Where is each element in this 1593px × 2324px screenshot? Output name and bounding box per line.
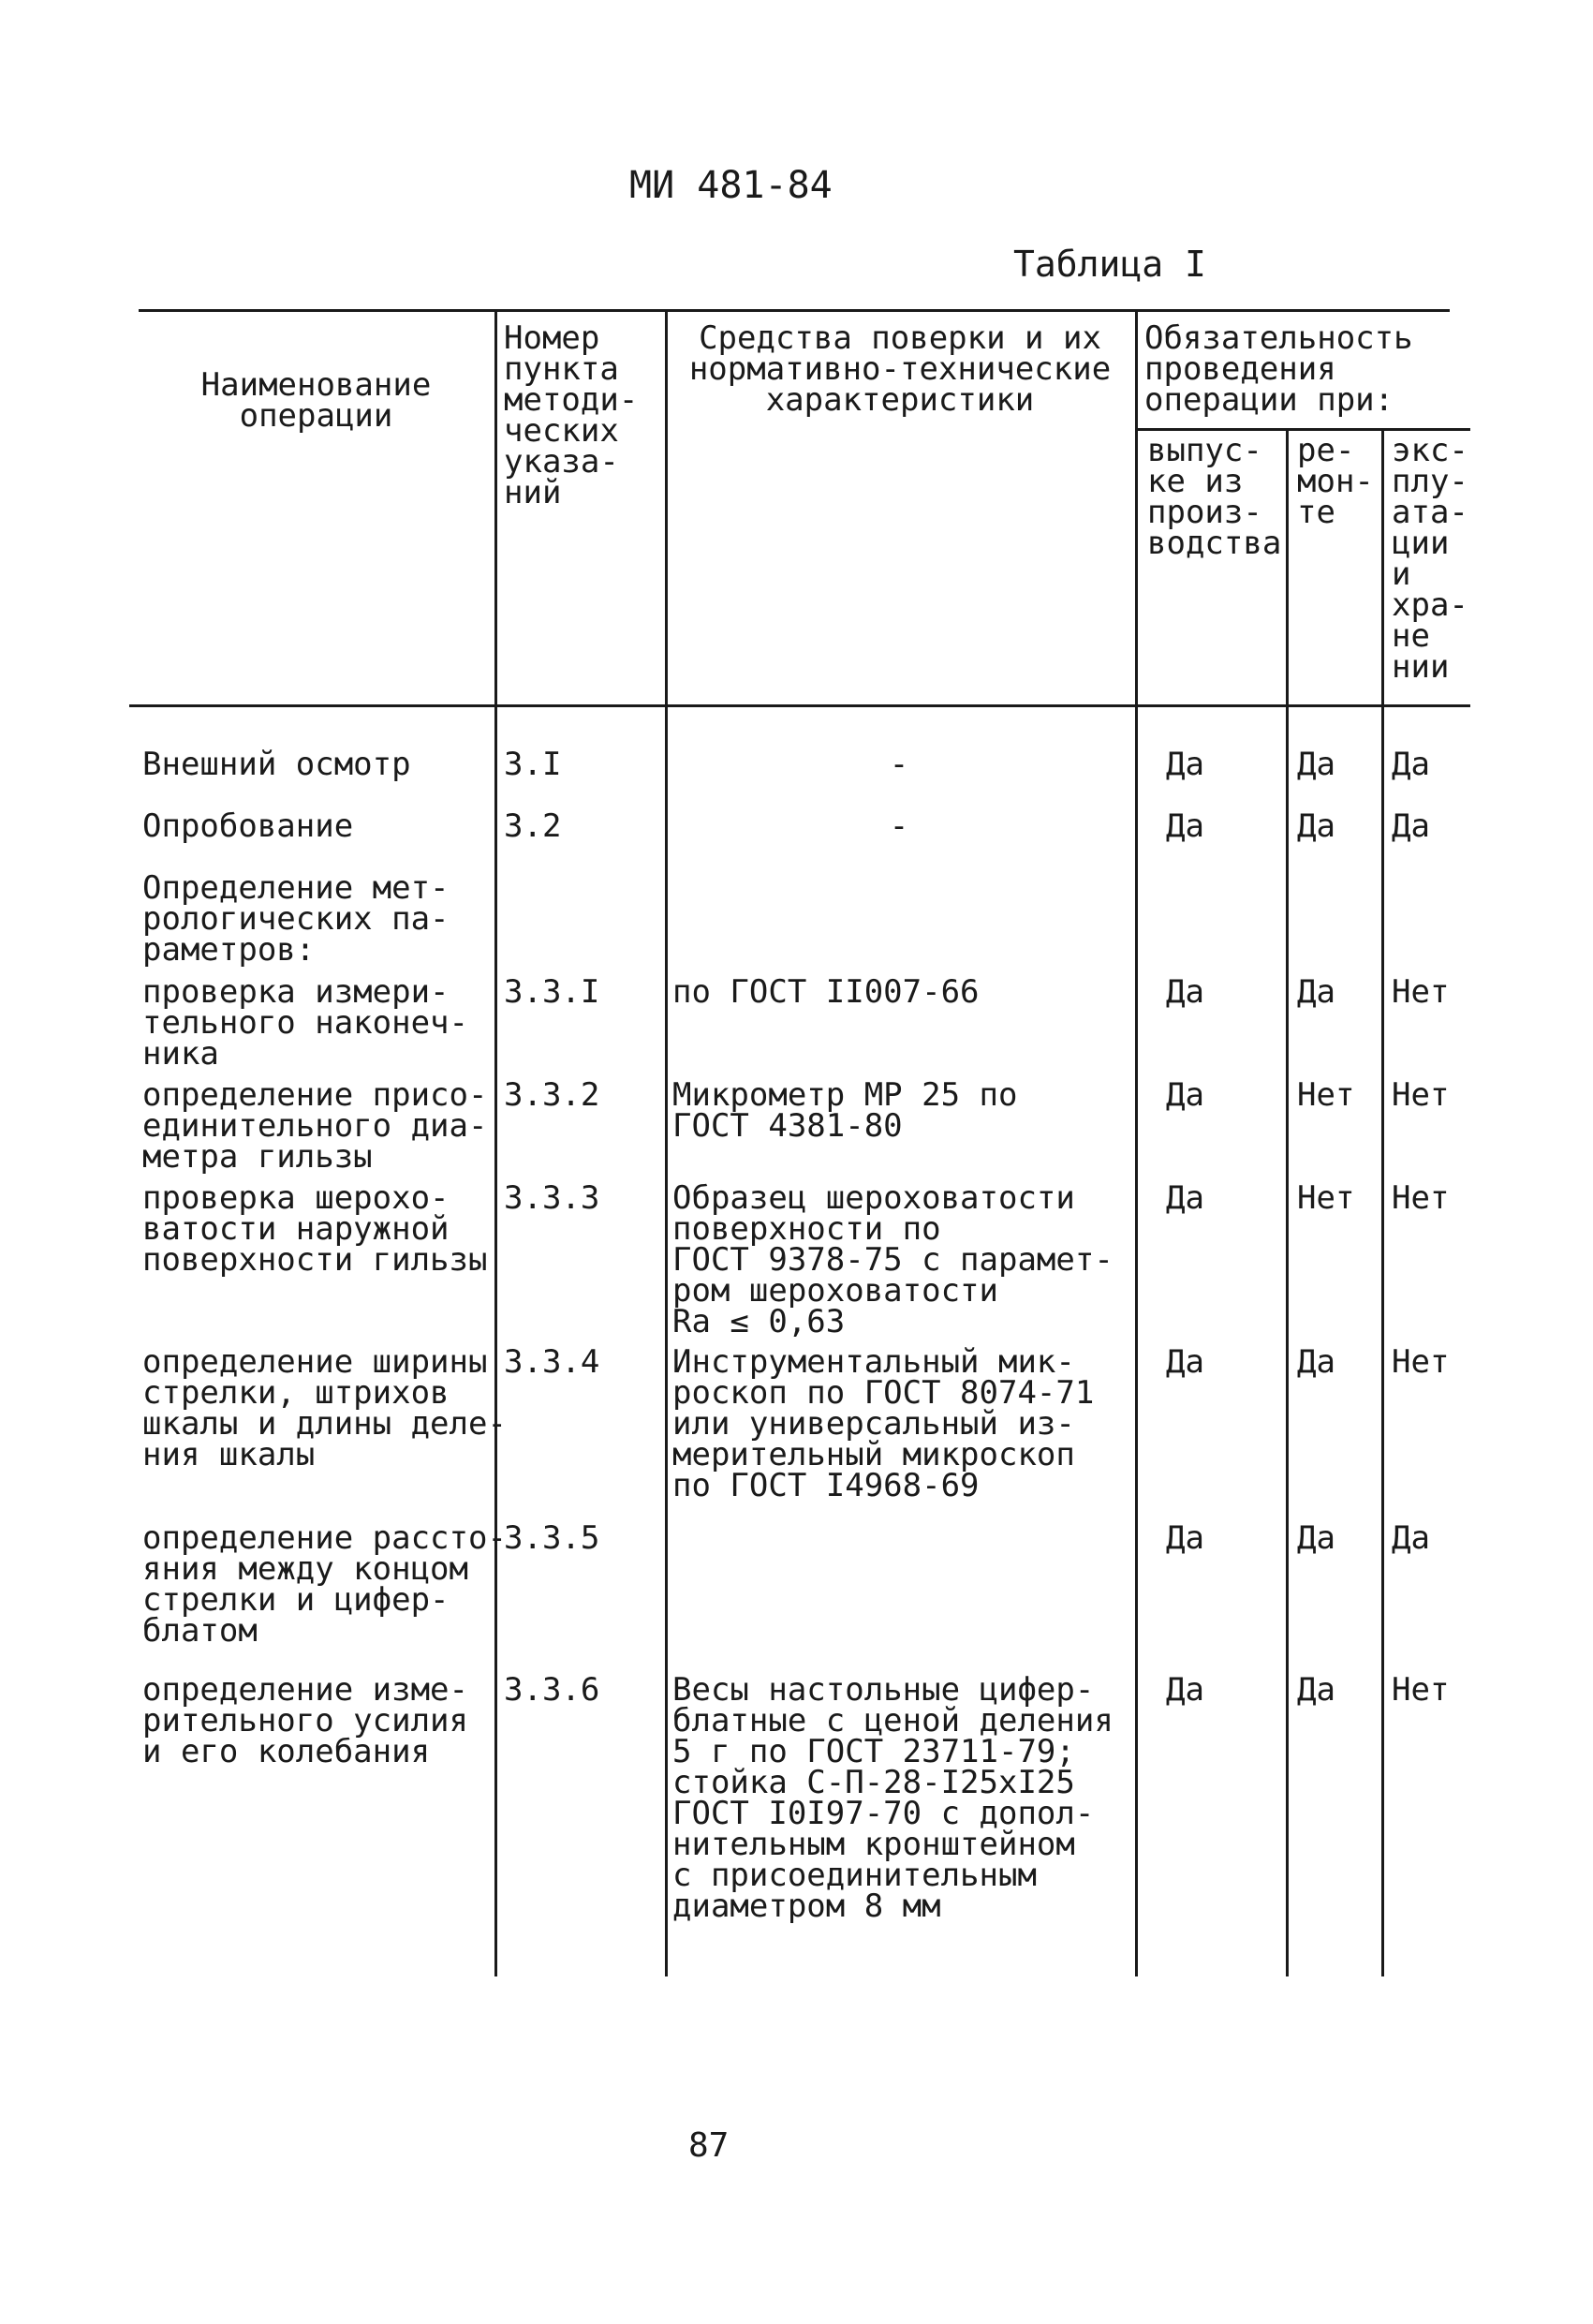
repair-cell: Да [1297, 1343, 1335, 1381]
column-divider [1286, 428, 1289, 1976]
production-cell: Да [1166, 807, 1204, 845]
header-clause: Номер пункта методи- ческих указа- ний [504, 319, 639, 511]
operation-cell: проверка измери- тельного наконеч- ника [142, 973, 468, 1073]
means-cell: Весы настольные цифер- блатные с ценой деления 5 г по ГОСТ 23711-79; стойка С-П-28-I25xI25 ГОСТ I0I97-70 с допол- нительным кронштейном с присоединительным диаметром 8 мм [672, 1671, 1114, 1925]
header-production: выпус- ке из произ- водства [1147, 432, 1282, 562]
subheader-rule [1138, 428, 1470, 431]
operation-cell: Внешний осмотр [142, 746, 411, 783]
header-operation-storage: экс- плу- ата- ции и хра- не нии [1392, 432, 1468, 686]
clause-cell: 3.3.I [504, 973, 600, 1011]
operation-storage-cell: Нет [1392, 973, 1450, 1011]
production-cell: Да [1166, 746, 1204, 783]
production-cell: Да [1166, 1343, 1204, 1381]
column-divider [494, 309, 497, 1976]
repair-cell: Да [1297, 1671, 1335, 1709]
production-cell: Да [1166, 973, 1204, 1011]
table-label: Таблица I [1013, 244, 1206, 285]
production-cell: Да [1166, 1519, 1204, 1557]
repair-cell: Да [1297, 807, 1335, 845]
operation-cell: определение рассто- яния между концом стрелки и цифер- блатом [142, 1519, 507, 1650]
header-bottom-rule [129, 704, 1470, 707]
operation-cell: Опробование [142, 807, 354, 845]
operation-storage-cell: Нет [1392, 1343, 1450, 1381]
repair-cell: Да [1297, 746, 1335, 783]
header-means: Средства поверки и их нормативно-технические характеристики [688, 319, 1112, 419]
operation-cell: определение присо- единительного диа- метра гильзы [142, 1076, 488, 1176]
operation-storage-cell: Да [1392, 807, 1430, 845]
clause-cell: 3.3.3 [504, 1179, 600, 1217]
production-cell: Да [1166, 1179, 1204, 1217]
document-code: МИ 481-84 [629, 164, 833, 207]
clause-cell: 3.2 [504, 807, 562, 845]
means-cell: Микрометр МР 25 по ГОСТ 4381-80 [672, 1076, 1018, 1145]
operation-cell: проверка шерохо- ватости наружной поверхности гильзы [142, 1179, 488, 1279]
header-repair: ре- мон- те [1297, 432, 1374, 531]
column-divider [1381, 428, 1384, 1976]
page-number: 87 [688, 2126, 730, 2165]
operation-cell: определение ширины стрелки, штрихов шкалы и длины деле- ния шкалы [142, 1343, 507, 1473]
clause-cell: 3.I [504, 746, 562, 783]
header-mandatory: Обязательность проведения операции при: [1144, 319, 1413, 419]
means-cell: Образец шероховатости поверхности по ГОСТ 9378-75 с парамет- ром шероховатости Ra ≤ 0,63 [672, 1179, 1114, 1340]
operation-storage-cell: Да [1392, 1519, 1430, 1557]
header-operation: Наименование операции [200, 366, 432, 435]
table-top-rule [139, 309, 1450, 312]
operation-cell: Определение мет- рологических па- раметров: [142, 869, 450, 969]
means-cell: Инструментальный мик- роскоп по ГОСТ 8074-71 или универсальный из- мерительный микроскоп по ГОСТ I4968-69 [672, 1343, 1095, 1504]
clause-cell: 3.3.5 [504, 1519, 600, 1557]
operation-storage-cell: Нет [1392, 1076, 1450, 1114]
column-divider [1135, 309, 1138, 1976]
repair-cell: Да [1297, 1519, 1335, 1557]
clause-cell: 3.3.4 [504, 1343, 600, 1381]
operation-cell: определение изме- рительного усилия и его колебания [142, 1671, 468, 1770]
repair-cell: Нет [1297, 1179, 1355, 1217]
repair-cell: Да [1297, 973, 1335, 1011]
operation-storage-cell: Да [1392, 746, 1430, 783]
means-cell: - [889, 807, 909, 845]
repair-cell: Нет [1297, 1076, 1355, 1114]
means-cell: по ГОСТ II007-66 [672, 973, 980, 1011]
clause-cell: 3.3.2 [504, 1076, 600, 1114]
production-cell: Да [1166, 1076, 1204, 1114]
column-divider [665, 309, 668, 1976]
operation-storage-cell: Нет [1392, 1671, 1450, 1709]
clause-cell: 3.3.6 [504, 1671, 600, 1709]
operation-storage-cell: Нет [1392, 1179, 1450, 1217]
means-cell: - [889, 746, 909, 783]
production-cell: Да [1166, 1671, 1204, 1709]
